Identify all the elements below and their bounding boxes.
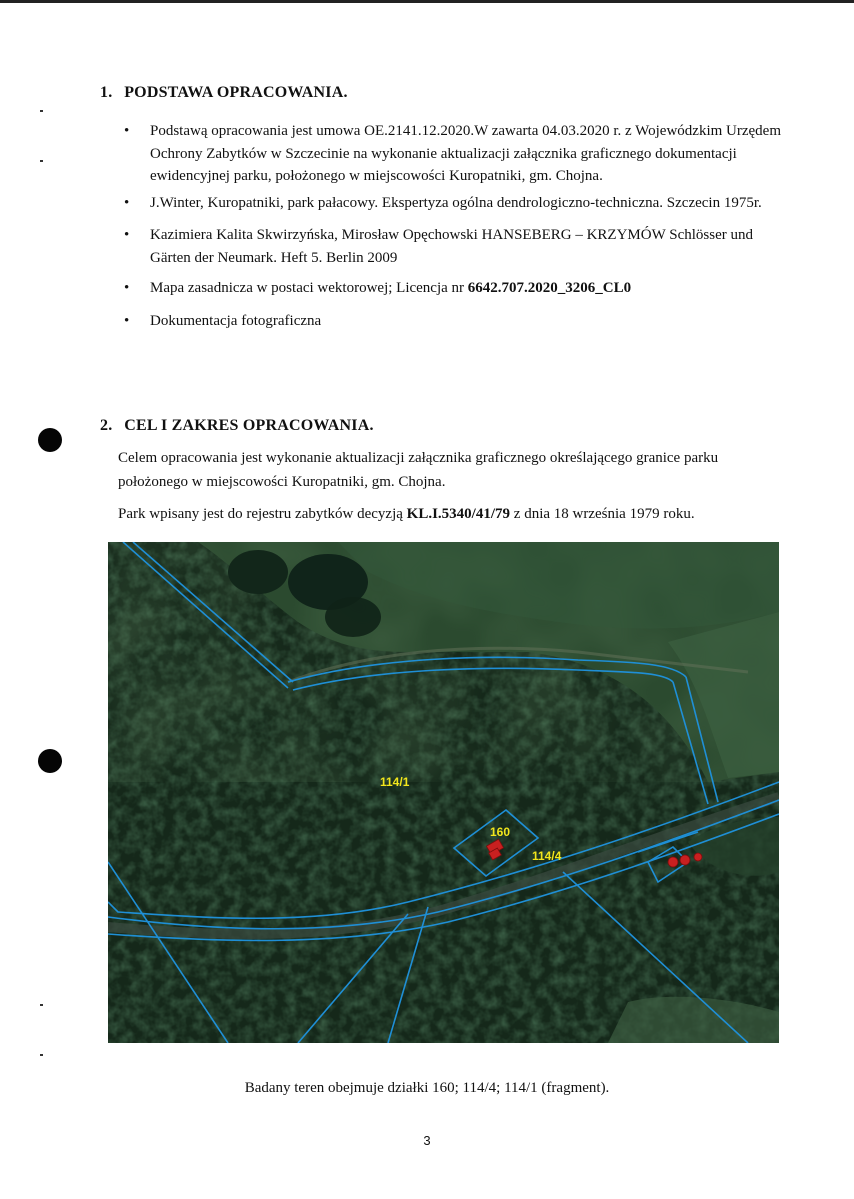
scan-mark xyxy=(40,1004,43,1006)
license-number: 6642.707.2020_3206_CL0 xyxy=(467,280,632,296)
list-item: • Dokumentacja fotograficzna xyxy=(124,310,784,333)
aerial-map xyxy=(108,542,779,1043)
section-1-number: 1. xyxy=(100,84,113,101)
section-2-heading xyxy=(100,417,374,435)
section-1-heading xyxy=(100,84,348,102)
list-item: • Kazimiera Kalita Skwirzyńska, Mirosław Opęchowski HANSEBERG – KRZYMÓW Schlösser und Gärten der Neumark. Heft 5. Berlin 2009 xyxy=(124,224,784,269)
source-list xyxy=(124,120,784,332)
section-2-paragraph-2: Park wpisany jest do rejestru zabytków decyzją KL.I.5340/41/79 z dnia 18 września 1979 roku. xyxy=(118,506,695,522)
parcel-label-114-4: 114/4 xyxy=(532,849,562,863)
section-2-paragraph-1: Celem opracowania jest wykonanie aktualizacji załącznika graficznego określającego granice parku położonego w miejscowości Kuropatniki, gm. Chojna. xyxy=(118,450,719,490)
list-item: • J.Winter, Kuropatniki, park pałacowy. Ekspertyza ogólna dendrologiczno-techniczna. Szczecin 1975r. xyxy=(124,192,784,215)
parcel-label-160: 160 xyxy=(490,825,511,839)
section-2-title: CEL I ZAKRES OPRACOWANIA. xyxy=(124,417,374,434)
top-border xyxy=(0,0,854,3)
list-item: • Mapa zasadnicza w postaci wektorowej; Licencja nr 6642.707.2020_3206_CL0 xyxy=(124,277,784,300)
parcel-label-114-1: 114/1 xyxy=(380,775,410,789)
punch-hole-1 xyxy=(38,428,62,452)
scan-mark xyxy=(40,160,43,162)
page-number: 3 xyxy=(423,1133,431,1148)
scan-mark xyxy=(40,1054,43,1056)
list-item: • Podstawą opracowania jest umowa OE.2141.12.2020.W zawarta 04.03.2020 r. z Wojewódzkim Urzędem Ochrony Zabytków w Szczecinie na wykonanie aktualizacji załącznika graficznego dokumentacji ewidencyjnej parku, położonego w miejscowości Kuropatniki, gm. Chojna. xyxy=(124,120,784,188)
map-caption: Badany teren obejmuje działki 160; 114/4; 114/1 (fragment). xyxy=(244,1080,610,1096)
register-decision-number: KL.I.5340/41/79 xyxy=(406,506,511,522)
section-1-title: PODSTAWA OPRACOWANIA. xyxy=(124,84,348,101)
scan-mark xyxy=(40,110,43,112)
section-2-number: 2. xyxy=(100,417,113,434)
punch-hole-2 xyxy=(38,749,62,773)
